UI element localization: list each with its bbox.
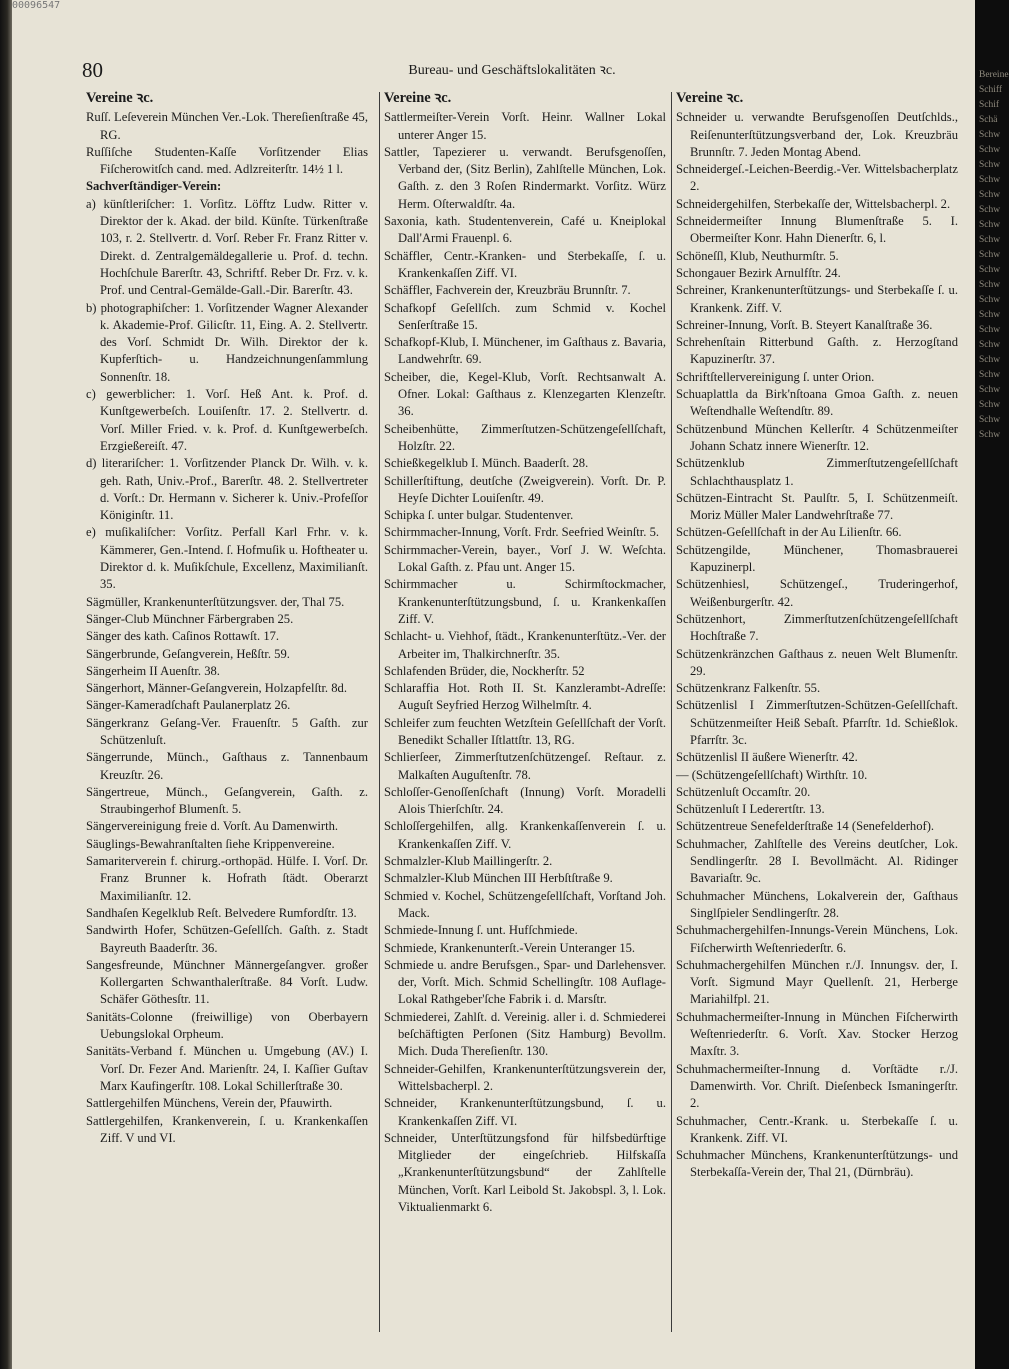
column-3 bbox=[676, 90, 958, 1340]
directory-entry: Sandwirth Hofer, Schützen-Geſellſch. Gaſth. z. Stadt Bayreuth Baaderſtr. 36. bbox=[86, 923, 368, 955]
facing-page-fragment: Schw bbox=[979, 370, 1001, 380]
facing-page-fragment: Schw bbox=[979, 265, 1001, 275]
directory-entry: Sängerkranz Geſang-Ver. Frauenſtr. 5 Gaſth. zur Schützenluſt. bbox=[86, 715, 368, 747]
directory-entry: Sänger des kath. Caſinos Rottawſt. 17. bbox=[86, 629, 280, 644]
directory-entry: Sattlergehilfen Münchens, Verein der, Pfauwirth. bbox=[86, 1096, 333, 1111]
directory-entry: Schneider, Krankenunterſtützungsbund, ſ. u. Krankenkaſſen Ziff. VI. bbox=[384, 1096, 666, 1128]
book-spine-shadow bbox=[0, 0, 12, 1369]
directory-entry: b) photographiſcher: 1. Vorſitzender Wagner Alexander k. Akademie-Prof. Gilicſtr. 11, Eing. A. 2. Stellvertr. des Vorſ. Schmidt Dr. Wilh. Direktor der k. Kupferſtich- u. Handzeichnungenſammlung Sonnenſtr. 18. bbox=[86, 300, 368, 384]
directory-entry: Schongauer Bezirk Arnulfſtr. 24. bbox=[676, 265, 841, 280]
facing-page-fragment: Schw bbox=[979, 250, 1001, 260]
directory-entry: Sänger-Club Münchner Färbergraben 25. bbox=[86, 611, 294, 626]
directory-entry: Schmiede u. andre Berufsgen., Spar- und Darlehensver. der, Vorſt. Mich. Schmid Schellingſtr. 108 Auflage-Lokal Rathgeber'ſche Fabrik i. d. Marsſtr. bbox=[384, 957, 666, 1007]
directory-entry: Sänger-Kameradſchaft Paulanerplatz 26. bbox=[86, 698, 291, 713]
directory-entry: Schuhmachergehilfen München r./J. Innungsv. der, I. Vorſt. Sigmund Mayr Quellenſt. 21, Herberge Mariahilfpl. 21. bbox=[676, 957, 958, 1007]
directory-entry: Säuglings-Bewahranſtalten ſiehe Krippenvereine. bbox=[86, 836, 335, 851]
directory-entry: Sängerheim II Auenſtr. 38. bbox=[86, 663, 220, 678]
directory-entry: e) muſikaliſcher: Vorſitz. Perfall Karl Frhr. v. k. Kämmerer, Gen.-Intend. ſ. Hofmuſik u. Hoftheater u. Direktor d. k. Muſikſchule, Excellenz, Maximilianſt. 35. bbox=[86, 525, 368, 592]
directory-entry: Ruſſiſche Studenten-Kaſſe Vorſitzender Elias Fiſcherowitſch cand. med. Adlzreiterſtr. 14½ 1 l. bbox=[86, 144, 368, 177]
directory-entry: Schafkopf Geſellſch. zum Schmid v. Kochel Senſerſtraße 15. bbox=[384, 300, 666, 332]
directory-entry: Schützenlisl I Zimmerſtutzen-Schützen-Geſellſchaft. Schützenmeiſter Heiß Sebaſt. Pfarrſtr. 1d. Schießlok. Pfarrſtr. 3c. bbox=[676, 698, 958, 747]
directory-entry: Schäffler, Centr.-Kranken- und Sterbekaſſe, ſ. u. Krankenkaſſen Ziff. VI. bbox=[384, 248, 666, 280]
directory-entry: Schöneſſl, Klub, Neuthurmſtr. 5. bbox=[676, 248, 839, 263]
directory-entry: Sanitäts-Colonne (freiwillige) von Oberbayern Uebungslokal Orpheum. bbox=[86, 1009, 368, 1042]
directory-entry: Schützenluſt Occamſtr. 20. bbox=[676, 784, 811, 799]
directory-entry: Schützenhort, Zimmerſtutzenſchützengeſellſchaft Hochſtraße 7. bbox=[676, 611, 958, 644]
directory-entry: Schneider u. verwandte Berufsgenoſſen Deutſchlds., Reiſenunterſtützungsverband der, Lok. Kreuzbräu Brunnſtr. 7. Jeden Montag Abend. bbox=[676, 110, 958, 159]
facing-page-edge bbox=[979, 68, 1009, 1358]
directory-entry: Schleifer zum feuchten Wetzſtein Geſellſchaft der Vorſt. Benedikt Schaller Iſtlattſtr. 13, RG. bbox=[384, 715, 666, 747]
directory-entry: Scheibenhütte, Zimmerſtutzen-Schützengeſellſchaft, Holzſtr. 22. bbox=[384, 421, 666, 453]
directory-entry: Schützenlisl II äußere Wienerſtr. 42. bbox=[676, 750, 858, 765]
directory-entry: Schreiner-Innung, Vorſt. B. Steyert Kanalſtraße 36. bbox=[676, 317, 933, 332]
directory-entry: Sängerrunde, Münch., Gaſthaus z. Tannenbaum Kreuzſtr. 26. bbox=[86, 750, 368, 782]
directory-entry: Sandhaſen Kegelklub Reſt. Belvedere Rumfordſtr. 13. bbox=[86, 905, 357, 920]
directory-entry: Schirmmacher-Innung, Vorſt. Frdr. Seefried Weinſtr. 5. bbox=[384, 525, 660, 540]
directory-entry: Schmiede, Krankenunterſt.-Verein Unteranger 15. bbox=[384, 940, 636, 955]
directory-entry: Sängerhort, Männer-Geſangverein, Holzapfelſtr. 8d. bbox=[86, 681, 347, 696]
directory-entry: Sängerbrunde, Geſangverein, Heßſtr. 59. bbox=[86, 646, 290, 661]
facing-page-fragment: Schä bbox=[979, 115, 998, 125]
column-title: Vereine ꝛc. bbox=[676, 90, 744, 106]
facing-page-fragment: Schw bbox=[979, 340, 1001, 350]
directory-entry: Schriftſtellervereinigung ſ. unter Orion. bbox=[676, 369, 875, 384]
directory-entry: Scheiber, die, Kegel-Klub, Vorſt. Rechtsanwalt A. Ofner. Lokal: Gaſthaus z. Klenzegarten Klenzeſtr. 36. bbox=[384, 369, 666, 419]
column-title: Vereine ꝛc. bbox=[384, 90, 452, 106]
directory-entry: Schuhmachermeiſter-Innung d. Vorſtädte r./J. Damenwirth. Vor. Chriſt. Dieſenbeck Ismaningerſtr. 2. bbox=[676, 1061, 958, 1111]
page bbox=[12, 0, 975, 1369]
directory-entry: Schützengilde, Münchener, Thomasbrauerei Kapuzinerpl. bbox=[676, 542, 958, 575]
directory-entry: Schuaplattla da Birk'nſtoana Gmoa Gaſth. z. neuen Weſtendhalle Weſtendſtr. 89. bbox=[676, 387, 958, 419]
page-number: 80 bbox=[82, 58, 103, 82]
directory-entry: Schneider, Unterſtützungsfond für hilfsbedürftige Mitglieder der eingeſchrieb. Hilfskaſſa „Krankenunterſtützungsbund“ der Zahlſtelle München, Vorſt. Karl Leibold St. Jakobspl. 3, l. Lok. Viktualienmarkt 6. bbox=[384, 1130, 666, 1214]
facing-page-fragment: Schw bbox=[979, 190, 1001, 200]
facing-page-fragment: Schw bbox=[979, 415, 1001, 425]
directory-entry: Schlafenden Brüder, die, Nockherſtr. 52 bbox=[384, 663, 585, 678]
directory-entry: Sattler, Tapezierer u. verwandt. Berufsgenoſſen, Verband der, (Sitz Berlin), Zahlſtelle München, Lok. Gaſth. z. den 3 Roſen Rindermarkt. Vorſitz. Würz Herm. Oſterwaldſtr. 4a. bbox=[384, 144, 666, 211]
directory-entry: Schützenklub Zimmerſtutzengeſellſchaft Schlachthausplatz 1. bbox=[676, 456, 958, 488]
directory-entry: Schloſſergehilfen, allg. Krankenkaſſenverein ſ. u. Krankenkaſſen Ziff. V. bbox=[384, 819, 666, 851]
facing-page-fragment: Schw bbox=[979, 130, 1001, 140]
facing-page-fragment: Schw bbox=[979, 430, 1001, 440]
directory-entry: Sanitäts-Verband f. München u. Umgebung (AV.) I. Vorſ. Dr. Fezer And. Marienſtr. 24, I. Kaſſier Guſtav Marx Kaufingerſtr. 108. Lokal Schillerſtraße 30. bbox=[86, 1044, 368, 1093]
column-rule bbox=[671, 92, 672, 1332]
facing-page-fragment: Bereine bbox=[979, 70, 1009, 80]
directory-entry: Schneidergehilfen, Sterbekaſſe der, Wittelsbacherpl. 2. bbox=[676, 196, 951, 211]
facing-page-fragment: Schw bbox=[979, 175, 1001, 185]
directory-entry: Schützenkranz Falkenſtr. 55. bbox=[676, 681, 821, 696]
running-head: Bureau- und Geschäftslokalitäten ꝛc. bbox=[408, 63, 616, 78]
directory-entry: Schützen-Geſellſchaft in der Au Lilienſtr. 66. bbox=[676, 525, 902, 540]
section-heading: Sachverſtändiger-Verein: bbox=[86, 179, 222, 194]
directory-entry: — (Schützengeſellſchaft) Wirthſtr. 10. bbox=[676, 767, 868, 782]
directory-entry: Schloſſer-Genoſſenſchaft (Innung) Vorſt. Moradelli Alois Thierſchſtr. 24. bbox=[384, 784, 666, 817]
facing-page-fragment: Schw bbox=[979, 325, 1001, 335]
directory-entry: Schützenkränzchen Gaſthaus z. neuen Welt Blumenſtr. 29. bbox=[676, 646, 958, 678]
directory-entry: Schuhmacher Münchens, Krankenunterſtützungs- und Sterbekaſſa-Verein der, Thal 21, (Dürnbräu). bbox=[676, 1148, 958, 1180]
directory-entry: Schlierſeer, Zimmerſtutzenſchützengeſ. Reſtaur. z. Malkaſten Auguſtenſtr. 78. bbox=[384, 750, 666, 782]
directory-entry: Samariterverein f. chirurg.-orthopäd. Hülfe. I. Vorſ. Dr. Franz Brunner k. Hofrath ſtädt. Oberarzt Maximilianſtr. 12. bbox=[86, 854, 368, 903]
facing-page-fragment: Schw bbox=[979, 400, 1001, 410]
facing-page-fragment: Schw bbox=[979, 220, 1001, 230]
directory-entry: a) künſtleriſcher: 1. Vorſitz. Löfftz Ludw. Ritter v. Direktor der k. Akad. der bild. Künſte. Türkenſtraße 103, r. 2. Stellvertr. d. Vorſ. Reber Fr. Franz Ritter v. Direkt. d. Zentralgemäldegallerie u. Prof. d. techn. Hochſchule Barerſtr. 43, Schriftf. Reber Dr. Frz. v. k. Prof. und Central-Gemälde-Gall.-Dir. Barerſtr. 43. bbox=[86, 196, 368, 298]
column-rule bbox=[379, 92, 380, 1332]
directory-entry: Sangesfreunde, Münchner Männergeſangver. großer Kollergarten Schwanthalerſtraße. 84 Vorſt. Ludw. Schäfer Göthesſtr. 11. bbox=[86, 957, 368, 1007]
facing-page-fragment: Schw bbox=[979, 385, 1001, 395]
directory-entry: Schuhmachermeiſter-Innung in München Fiſcherwirth Weſtenriederſtr. 6. Vorſt. Xav. Stocker Herzog Maxſtr. 3. bbox=[676, 1009, 958, 1059]
directory-entry: Sängervereinigung freie d. Vorſt. Au Damenwirth. bbox=[86, 819, 339, 834]
facing-page-fragment: Schw bbox=[979, 205, 1001, 215]
facing-page-fragment: Schw bbox=[979, 355, 1001, 365]
directory-entry: Schützentreue Senefelderſtraße 14 (Senefelderhof). bbox=[676, 819, 935, 834]
directory-entry: Schuhmacher Münchens, Lokalverein der, Gaſthaus Singlſpieler Sendlingerſtr. 28. bbox=[676, 888, 958, 920]
facing-page-fragment: Schiff bbox=[979, 85, 1003, 95]
directory-entry: Schneidermeiſter Innung Blumenſtraße 5. I. Obermeiſter Konr. Hahn Dienerſtr. 6, l. bbox=[676, 214, 958, 246]
directory-entry: Schrehenſtain Ritterbund Gaſth. z. Herzogſtand Kapuzinerſtr. 37. bbox=[676, 335, 958, 367]
directory-entry: Schäffler, Fachverein der, Kreuzbräu Brunnſtr. 7. bbox=[384, 283, 631, 298]
directory-entry: Schmied v. Kochel, Schützengeſellſchaft, Vorſtand Joh. Mack. bbox=[384, 888, 666, 920]
facing-page-fragment: Schw bbox=[979, 160, 1001, 170]
scan-id: 00096547 bbox=[12, 0, 61, 11]
directory-entry: Schützenhiesl, Schützengeſ., Truderingerhof, Weißenburgerſtr. 42. bbox=[676, 577, 958, 609]
facing-page-fragment: Schw bbox=[979, 235, 1001, 245]
facing-page-fragment: Schw bbox=[979, 145, 1001, 155]
column-1 bbox=[86, 90, 368, 1340]
directory-entry: Schreiner, Krankenunterſtützungs- und Sterbekaſſe ſ. u. Krankenk. Ziff. V. bbox=[676, 283, 958, 315]
directory-entry: Schirmmacher-Verein, bayer., Vorſ J. W. Weſchta. Lokal Gaſth. z. Pfau unt. Anger 15. bbox=[384, 542, 666, 575]
directory-entry: Schlacht- u. Viehhof, ſtädt., Krankenunterſtütz.-Ver. der Arbeiter im, Thalkirchnerſtr. 35. bbox=[384, 629, 666, 661]
directory-entry: Schmalzler-Klub München III Herbſtſtraße 9. bbox=[384, 871, 613, 886]
facing-page-fragment: Schw bbox=[979, 280, 1001, 290]
directory-entry: Schützenbund München Kellerſtr. 4 Schützenmeiſter Johann Schatz innere Wienerſtr. 12. bbox=[676, 421, 958, 453]
directory-entry: Schmiederei, Zahlſt. d. Vereinig. aller i. d. Schmiederei beſchäftigten Perſonen (Sitz Hamburg) Bevollm. Mich. Duda Thereſienſtr. 130. bbox=[384, 1009, 666, 1059]
directory-entry: Schillerſtiftung, deutſche (Zweigverein). Vorſt. Dr. P. Heyſe Dichter Louiſenſtr. 49. bbox=[384, 473, 666, 505]
directory-entry: Schießkegelklub I. Münch. Baaderſt. 28. bbox=[384, 456, 589, 471]
facing-page-fragment: Schw bbox=[979, 310, 1001, 320]
directory-entry: Sängertreue, Münch., Geſangverein, Gaſth. z. Straubingerhof Blumenſt. 5. bbox=[86, 784, 368, 817]
directory-entry: d) literariſcher: 1. Vorſitzender Planck Dr. Wilh. v. k. geh. Rath, Univ.-Prof., Barerſtr. 48. 2. Stellvertreter d. Vorſt.: Dr. Hermann v. Sicherer k. Univ.-Profeſſor Königinſtr. 11. bbox=[86, 456, 368, 523]
directory-entry: Schneidergeſ.-Leichen-Beerdig.-Ver. Wittelsbacherplatz 2. bbox=[676, 162, 958, 194]
directory-entry: Sattlergehilfen, Krankenverein, ſ. u. Krankenkaſſen Ziff. V und VI. bbox=[86, 1113, 368, 1145]
directory-entry: Schuhmachergehilfen-Innungs-Verein Münchens, Lok. Fiſcherwirth Weſtenriederſtr. 6. bbox=[676, 923, 958, 955]
directory-entry: Schuhmacher, Centr.-Krank. u. Sterbekaſſe ſ. u. Krankenk. Ziff. VI. bbox=[676, 1113, 958, 1145]
directory-entry: Saxonia, kath. Studentenverein, Café u. Kneiplokal Dall'Armi Frauenpl. 6. bbox=[384, 214, 666, 246]
column-title: Vereine ꝛc. bbox=[86, 90, 154, 106]
directory-entry: Schützen-Eintracht St. Paulſtr. 5, I. Schützenmeiſt. Moriz Müller Maler Landwehrſtraße 77. bbox=[676, 490, 958, 523]
directory-entry: Schuhmacher, Zahlſtelle des Vereins deutſcher, Lok. Sendlingerſtr. 28 I. Bevollmächt. Al. Ridinger Bavariaſtr. 9c. bbox=[676, 836, 958, 886]
facing-page-fragment: Schif bbox=[979, 100, 1000, 110]
directory-entry: Sägmüller, Krankenunterſtützungsver. der, Thal 75. bbox=[86, 594, 345, 609]
column-2 bbox=[384, 90, 666, 1340]
directory-entry: Schirmmacher u. Schirmſtockmacher, Krankenunterſtützungsbund, ſ. u. Krankenkaſſen Ziff. V. bbox=[384, 577, 666, 626]
directory-entry: Schafkopf-Klub, I. Münchener, im Gaſthaus z. Bavaria, Landwehrſtr. 69. bbox=[384, 335, 666, 367]
directory-entry: Schützenluſt I Lederertſtr. 13. bbox=[676, 802, 825, 817]
directory-entry: Schmalzler-Klub Maillingerſtr. 2. bbox=[384, 854, 553, 869]
directory-entry: Ruſſ. Leſeverein München Ver.-Lok. Thereſienſtraße 45, RG. bbox=[86, 110, 368, 142]
directory-entry: Schneider-Gehilfen, Krankenunterſtützungsverein der, Wittelsbacherpl. 2. bbox=[384, 1061, 666, 1093]
directory-entry: Sattlermeiſter-Verein Vorſt. Heinr. Wallner Lokal unterer Anger 15. bbox=[384, 110, 666, 142]
facing-page-fragment: Schw bbox=[979, 295, 1001, 305]
directory-entry: c) gewerblicher: 1. Vorſ. Heß Ant. k. Prof. d. Kunſtgewerbeſch. Louiſenſtr. 17. 2. Stellvertr. d. Vorſ. Miller Fried. v. k. Prof. d. Kunſtgewerbeſch. Erzgießereiſt. 47. bbox=[86, 387, 368, 453]
directory-entry: Schipka ſ. unter bulgar. Studentenver. bbox=[384, 508, 574, 523]
directory-entry: Schmiede-Innung ſ. unt. Hufſchmiede. bbox=[384, 923, 578, 938]
directory-entry: Schlaraffia Hot. Roth II. St. Kanzlerambt-Adreſſe: Auguſt Seyfried Herzog Wilhelmſtr. 4. bbox=[384, 681, 666, 713]
